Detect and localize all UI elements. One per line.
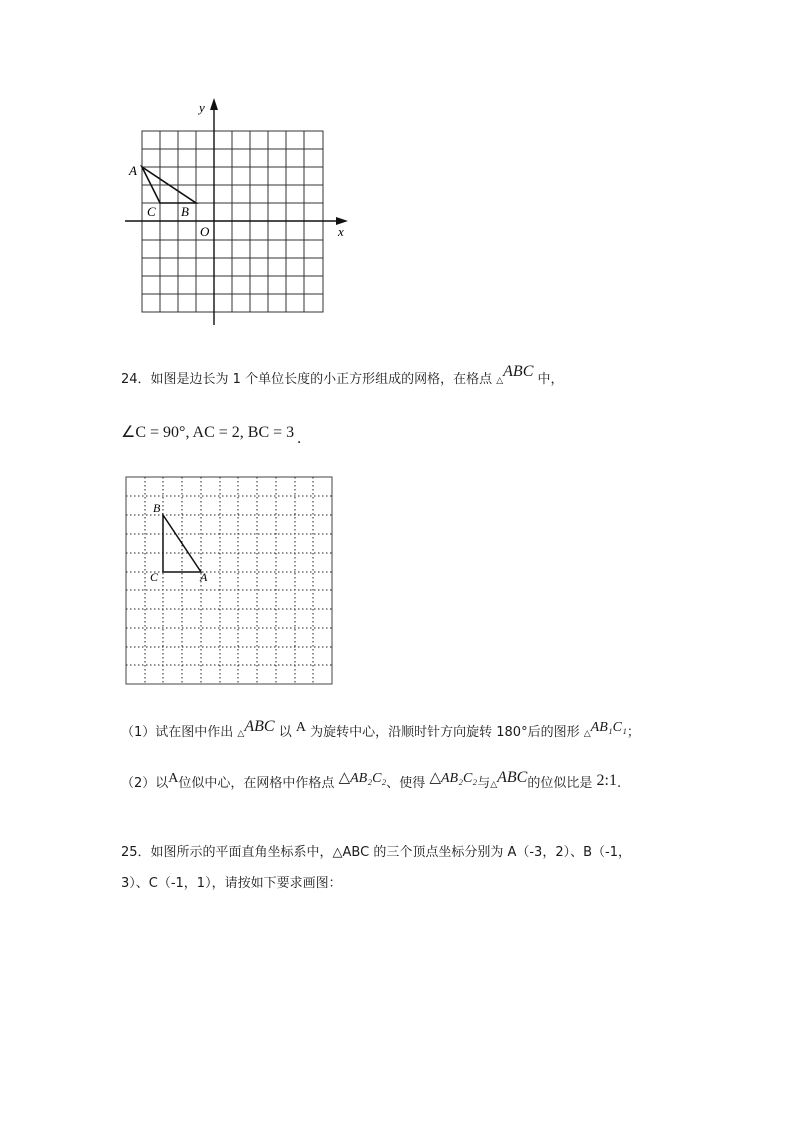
q25-line1: 25．如图所示的平面直角坐标系中，△ABC 的三个顶点坐标分别为 A（-3，2）、B（-1， bbox=[121, 845, 631, 860]
part2-prefix: （2）以 bbox=[121, 776, 169, 791]
part2-text-d: 的位似比是 bbox=[527, 776, 593, 791]
label-b-2: B bbox=[153, 501, 161, 515]
label-x: x bbox=[338, 224, 344, 239]
part2-text-c: 与 bbox=[477, 776, 491, 791]
part1-text-a: 以 bbox=[278, 725, 292, 740]
part1-triangle-symbol: △ bbox=[237, 729, 245, 739]
part2-triangle-symbol-1: △ bbox=[338, 768, 351, 786]
part1-triangle-symbol-2: △ bbox=[583, 729, 591, 739]
triangle-abc-2 bbox=[163, 515, 201, 572]
part1-tri-abc: ABC bbox=[244, 718, 275, 735]
part1-end: ； bbox=[626, 725, 640, 740]
coordinate-grid-figure bbox=[120, 95, 360, 335]
q24-part2 bbox=[121, 768, 622, 794]
axes bbox=[125, 104, 343, 325]
part2-tri-abc: ABC bbox=[497, 769, 528, 786]
q24-condition: ∠C = 90°, AC = 2, BC = 3 bbox=[121, 424, 295, 441]
dotted-grid-figure bbox=[120, 470, 340, 690]
part2-triangle-symbol-3: △ bbox=[490, 780, 498, 790]
label-b: B bbox=[181, 204, 189, 219]
q24-text2: 中， bbox=[537, 372, 564, 387]
part2-triangle-symbol-2: △ bbox=[429, 768, 441, 786]
q24-text1: 如图是边长为 1 个单位长度的小正方形组成的网格，在格点 bbox=[150, 372, 493, 387]
part2-text-b: 、使得 bbox=[386, 776, 426, 791]
q24-condition-line bbox=[121, 422, 302, 447]
label-a: A bbox=[129, 163, 137, 178]
part1-prefix: （1）试在图中作出 bbox=[121, 725, 234, 740]
q24-line1 bbox=[121, 363, 564, 390]
q25-line2: 3）、C（-1，1），请按如下要求画图： bbox=[121, 876, 342, 891]
label-o: O bbox=[200, 224, 210, 239]
part2-point-a: A bbox=[168, 771, 179, 786]
q24-period: . bbox=[297, 430, 302, 447]
part1-text-b: 为旋转中心，沿顺时针方向旋转 180°后的图形 bbox=[310, 725, 580, 740]
part1-result: AB₁C₁ bbox=[590, 720, 627, 735]
part1-point-a: A bbox=[295, 720, 306, 735]
part2-end: . bbox=[616, 776, 622, 791]
y-axis-arrow bbox=[210, 98, 218, 110]
q24-number: 24． bbox=[121, 372, 151, 387]
part2-ratio: 2:1 bbox=[596, 772, 617, 789]
part2-tri2: AB₂C₂ bbox=[441, 771, 478, 786]
part2-text-a: 位似中心，在网格中作格点 bbox=[178, 776, 335, 791]
label-c: C bbox=[147, 204, 156, 219]
q24-part1 bbox=[121, 718, 640, 743]
part2-tri1: AB₂C₂ bbox=[350, 771, 387, 786]
q24-tri-abc: ABC bbox=[503, 363, 534, 380]
label-a-2: A bbox=[200, 570, 208, 584]
q24-triangle-symbol: △ bbox=[496, 376, 504, 386]
label-y: y bbox=[199, 100, 205, 115]
label-c-2: C bbox=[150, 570, 159, 584]
